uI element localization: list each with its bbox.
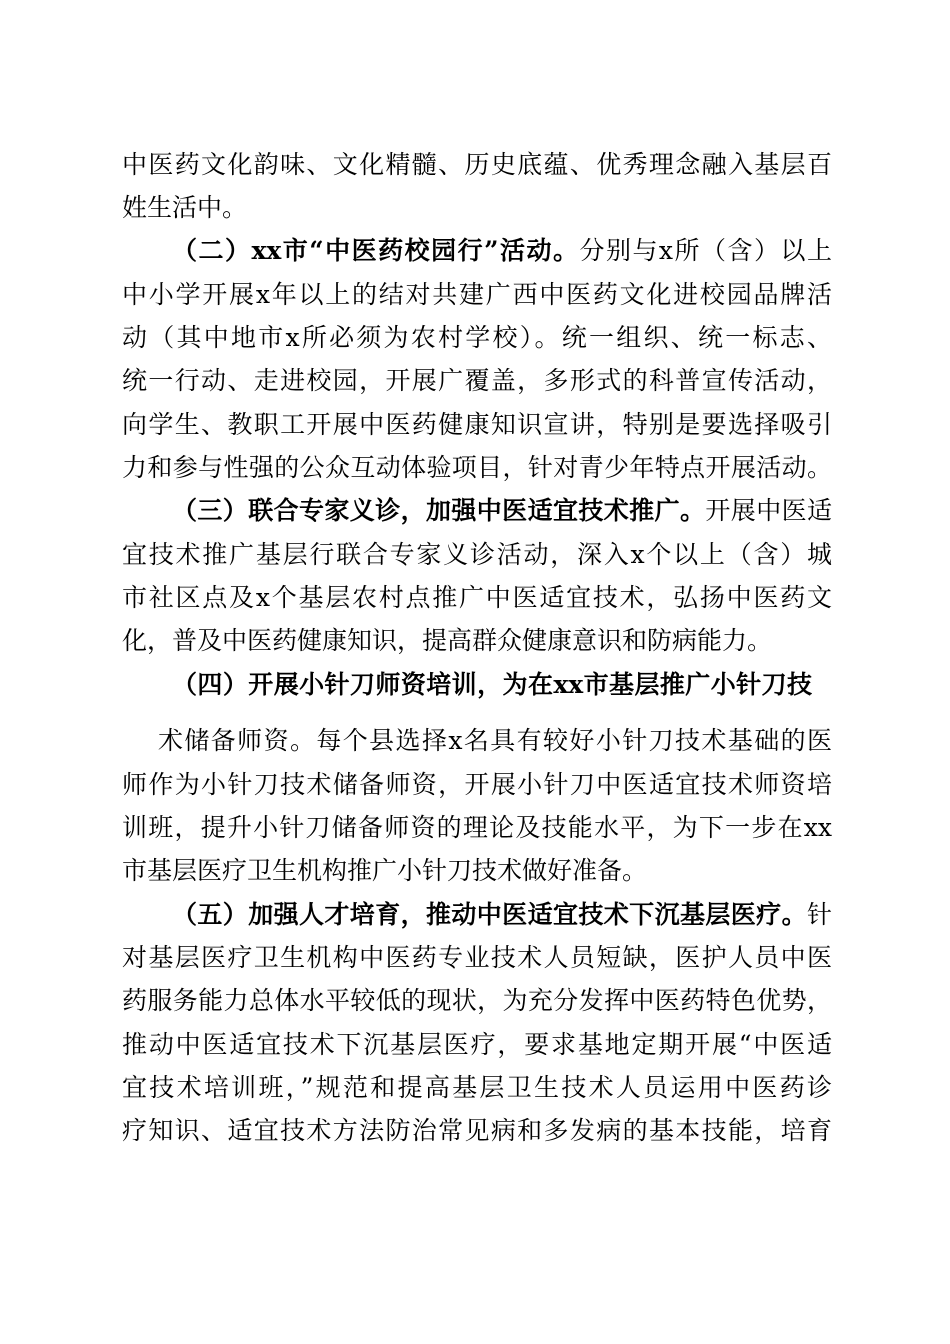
section-heading: （三）联合专家义诊，加强中医适宜技术推广。 bbox=[172, 496, 706, 525]
line-text: 药服务能力总体水平较低的现状，为充分发挥中医药特色优势， bbox=[122, 986, 832, 1015]
line-text: 针 bbox=[806, 900, 832, 929]
text-line bbox=[122, 191, 832, 225]
section-heading-line bbox=[172, 494, 832, 528]
text-line bbox=[122, 984, 832, 1018]
text-line bbox=[122, 854, 832, 888]
line-text: 对基层医疗卫生机构中医药专业技术人员短缺，医护人员中医 bbox=[122, 943, 832, 972]
line-text: 分别与x所（含）以上 bbox=[579, 236, 832, 265]
line-text: 化，普及中医药健康知识，提高群众健康意识和防病能力。 bbox=[122, 626, 773, 655]
text-line bbox=[122, 321, 832, 355]
line-text: 术储备师资。每个县选择x名具有较好小针刀技术基础的医 bbox=[158, 726, 832, 755]
text-line bbox=[122, 538, 832, 572]
text-line bbox=[122, 768, 832, 802]
section-heading: （五）加强人才培育，推动中医适宜技术下沉基层医疗。 bbox=[172, 900, 807, 929]
line-text: 开展中医适 bbox=[705, 496, 832, 525]
line-text: 疗知识、适宜技术方法防治常见病和多发病的基本技能，培育 bbox=[122, 1116, 832, 1145]
section-heading-line bbox=[172, 898, 832, 932]
text-line bbox=[122, 408, 832, 442]
line-text: 力和参与性强的公众互动体验项目，针对青少年特点开展活动。 bbox=[122, 453, 832, 482]
text-line bbox=[122, 1071, 832, 1105]
text-line bbox=[122, 941, 832, 975]
text-line bbox=[122, 451, 832, 485]
text-line bbox=[122, 1028, 832, 1062]
text-line bbox=[122, 811, 832, 845]
text-line bbox=[122, 581, 832, 615]
text-line bbox=[122, 148, 832, 182]
text-line bbox=[122, 278, 832, 312]
line-text: 统一行动、走进校园，开展广覆盖，多形式的科普宣传活动， bbox=[122, 366, 832, 395]
line-text: 市社区点及x个基层农村点推广中医适宜技术，弘扬中医药文 bbox=[122, 583, 832, 612]
line-text: 宜技术推广基层行联合专家义诊活动，深入x个以上（含）城 bbox=[122, 540, 832, 569]
text-line bbox=[122, 624, 832, 658]
section-heading: （二）xx市“中医药校园行”活动。 bbox=[172, 236, 580, 265]
section-heading-line bbox=[172, 668, 812, 702]
line-text: 市基层医疗卫生机构推广小针刀技术做好准备。 bbox=[122, 856, 648, 885]
line-text: 中小学开展x年以上的结对共建广西中医药文化进校园品牌活 bbox=[122, 280, 832, 309]
text-line bbox=[122, 1114, 832, 1148]
line-text: 向学生、教职工开展中医药健康知识宣讲，特别是要选择吸引 bbox=[122, 410, 832, 439]
text-line bbox=[122, 364, 832, 398]
line-text: 推动中医适宜技术下沉基层医疗，要求基地定期开展“中医适 bbox=[122, 1030, 832, 1059]
section-heading-line bbox=[172, 234, 832, 268]
line-text: 训班，提升小针刀储备师资的理论及技能水平，为下一步在xx bbox=[122, 813, 832, 842]
line-text: 中医药文化韵味、文化精髓、历史底蕴、优秀理念融入基层百 bbox=[122, 150, 832, 179]
text-line bbox=[158, 724, 832, 758]
line-text: 宜技术培训班，”规范和提高基层卫生技术人员运用中医药诊 bbox=[122, 1073, 832, 1102]
line-text: 姓生活中。 bbox=[122, 193, 248, 222]
line-text: 动（其中地市x所必须为农村学校）。统一组织、统一标志、 bbox=[122, 323, 832, 352]
section-heading: （四）开展小针刀师资培训，为在xx市基层推广小针刀技 bbox=[172, 670, 812, 699]
line-text: 师作为小针刀技术储备师资，开展小针刀中医适宜技术师资培 bbox=[122, 770, 832, 799]
